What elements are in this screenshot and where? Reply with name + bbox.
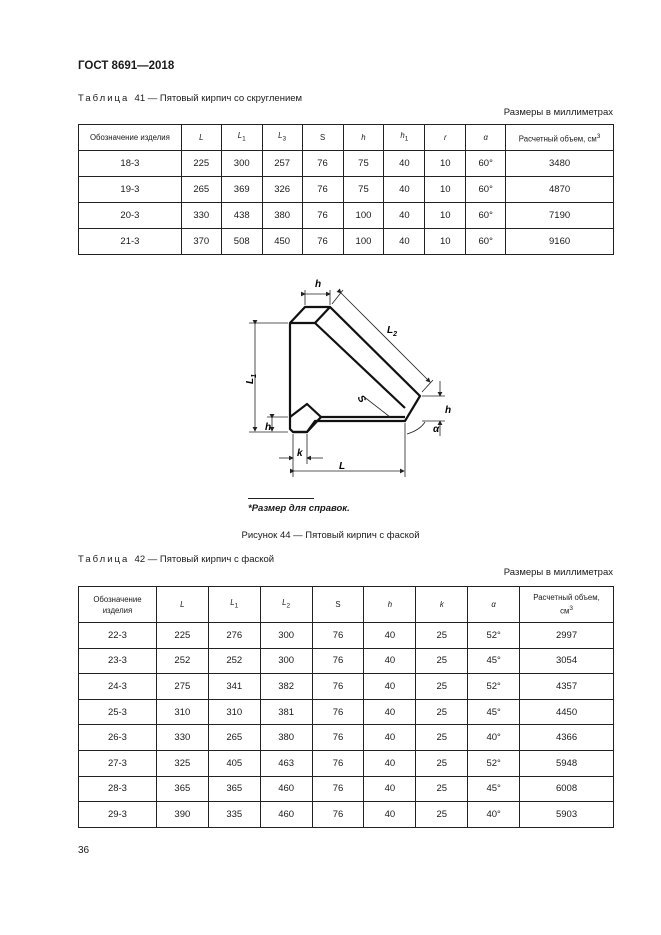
table-cell: 4366: [520, 725, 614, 751]
table-cell: 40: [384, 177, 425, 203]
table-row: [79, 177, 614, 203]
table-cell: 381: [260, 699, 312, 725]
table-cell: 40: [384, 229, 425, 255]
table-cell: 10: [425, 203, 466, 229]
figure44-note: *Размер для справок.: [248, 503, 350, 514]
table42-caption: [78, 554, 274, 565]
col-h: h: [343, 125, 384, 151]
col-S: S: [302, 125, 343, 151]
table-cell: 300: [221, 151, 262, 177]
table-cell: 382: [260, 674, 312, 700]
table-cell: 23-3: [79, 648, 157, 674]
table-cell: 310: [208, 699, 260, 725]
table-cell: 25: [416, 750, 468, 776]
table-cell: 20-3: [79, 203, 182, 229]
table-cell: 76: [312, 776, 364, 802]
col-L3: $L_3$: [262, 125, 302, 151]
table-cell: 40°: [468, 725, 520, 751]
col-L2: $L_2$: [260, 587, 312, 623]
table-cell: 75: [343, 151, 384, 177]
table-cell: 4870: [506, 177, 614, 203]
table41-label: Таблица: [78, 93, 130, 104]
table-cell: 365: [208, 776, 260, 802]
table-cell: 26-3: [79, 725, 157, 751]
table-cell: 300: [260, 623, 312, 649]
table-cell: 76: [312, 623, 364, 649]
table-cell: 76: [312, 699, 364, 725]
table-cell: 100: [343, 229, 384, 255]
dimension-lines: [249, 290, 445, 477]
table42-label: Таблица: [78, 554, 130, 565]
table41-units: Размеры в миллиметрах: [503, 107, 613, 118]
table-row: [79, 623, 614, 649]
table-cell: 225: [156, 623, 208, 649]
table-row: [79, 776, 614, 802]
table-cell: 19-3: [79, 177, 182, 203]
col-designation: Обозначение изделия: [79, 587, 157, 623]
document-header: ГОСТ 8691—2018: [78, 60, 175, 72]
col-volume: Расчетный объем, $см^3$: [520, 587, 614, 623]
table-cell: 75: [343, 177, 384, 203]
table-cell: 508: [221, 229, 262, 255]
table-cell: 27-3: [79, 750, 157, 776]
table42-units: Размеры в миллиметрах: [503, 567, 613, 578]
table-cell: 4450: [520, 699, 614, 725]
table-cell: 40°: [468, 802, 520, 828]
table-cell: 380: [260, 725, 312, 751]
table-cell: 40: [384, 151, 425, 177]
table-cell: 5948: [520, 750, 614, 776]
table-cell: 40: [364, 776, 416, 802]
table-cell: 25: [416, 699, 468, 725]
table-cell: 3054: [520, 648, 614, 674]
dim-h-right: h: [445, 405, 452, 416]
brick-outline: [290, 307, 420, 432]
table-cell: 29-3: [79, 802, 157, 828]
table-cell: 326: [262, 177, 302, 203]
table41-header-row: [79, 125, 614, 151]
table-cell: 463: [260, 750, 312, 776]
table-cell: 76: [312, 725, 364, 751]
table-cell: 40: [364, 699, 416, 725]
table-cell: 5903: [520, 802, 614, 828]
col-L1: $L_1$: [221, 125, 262, 151]
table-row: [79, 725, 614, 751]
table-cell: 28-3: [79, 776, 157, 802]
table-cell: 275: [156, 674, 208, 700]
dim-L1: $L_1$: [245, 373, 258, 384]
table-cell: 40: [364, 725, 416, 751]
table-cell: 6008: [520, 776, 614, 802]
dim-S: S: [354, 393, 368, 405]
table-cell: 330: [181, 203, 221, 229]
table-cell: 460: [260, 776, 312, 802]
table-cell: 330: [156, 725, 208, 751]
table-cell: 265: [208, 725, 260, 751]
note-rule: [248, 498, 314, 499]
table-cell: 60°: [466, 151, 506, 177]
table-cell: 225: [181, 151, 221, 177]
table-cell: 25: [416, 674, 468, 700]
table-cell: 76: [312, 750, 364, 776]
table-cell: 76: [302, 177, 343, 203]
table-cell: 257: [262, 151, 302, 177]
table-row: [79, 750, 614, 776]
table-cell: 450: [262, 229, 302, 255]
table-cell: 76: [312, 674, 364, 700]
table-cell: 60°: [466, 229, 506, 255]
table-cell: 45°: [468, 699, 520, 725]
table-cell: 300: [260, 648, 312, 674]
table-cell: 25: [416, 802, 468, 828]
table-cell: 76: [302, 203, 343, 229]
table-cell: 380: [262, 203, 302, 229]
table-cell: 25-3: [79, 699, 157, 725]
table-cell: 460: [260, 802, 312, 828]
table-cell: 22-3: [79, 623, 157, 649]
col-L: L: [156, 587, 208, 623]
table-cell: 405: [208, 750, 260, 776]
table-cell: 325: [156, 750, 208, 776]
col-L: L: [181, 125, 221, 151]
table-row: [79, 203, 614, 229]
col-alpha: α: [466, 125, 506, 151]
table-cell: 9160: [506, 229, 614, 255]
table41: [78, 124, 614, 255]
table41-number: 41: [134, 93, 146, 104]
table-cell: 76: [302, 229, 343, 255]
table-row: [79, 648, 614, 674]
table-cell: 4357: [520, 674, 614, 700]
table-cell: 252: [208, 648, 260, 674]
table-cell: 52°: [468, 674, 520, 700]
table42: [78, 586, 614, 828]
table-cell: 25: [416, 725, 468, 751]
table-cell: 45°: [468, 776, 520, 802]
table-cell: 52°: [468, 750, 520, 776]
dim-h-top: h: [315, 279, 322, 290]
table-cell: 252: [156, 648, 208, 674]
table-cell: 369: [221, 177, 262, 203]
table-cell: 40: [364, 623, 416, 649]
table-cell: 76: [312, 648, 364, 674]
dim-h-side: h: [265, 422, 272, 433]
table-cell: 3480: [506, 151, 614, 177]
col-h1: $h_1$: [384, 125, 425, 151]
table-cell: 76: [302, 151, 343, 177]
table-cell: 40: [364, 648, 416, 674]
col-alpha: α: [468, 587, 520, 623]
table-cell: 341: [208, 674, 260, 700]
table-cell: 25: [416, 776, 468, 802]
table-cell: 10: [425, 151, 466, 177]
table-cell: 100: [343, 203, 384, 229]
table-row: [79, 151, 614, 177]
figure44-drawing: [235, 272, 465, 482]
col-designation: Обозначение изделия: [79, 125, 182, 151]
table-cell: 10: [425, 177, 466, 203]
col-volume: Расчетный объем, $см^3$: [506, 125, 614, 151]
figure44-caption: Рисунок 44 — Пятовый кирпич с фаской: [241, 530, 420, 541]
table-cell: 310: [156, 699, 208, 725]
table-cell: 335: [208, 802, 260, 828]
col-S: S: [312, 587, 364, 623]
table-cell: 25: [416, 648, 468, 674]
table-row: [79, 699, 614, 725]
table-cell: 60°: [466, 203, 506, 229]
table-cell: 60°: [466, 177, 506, 203]
table-cell: 76: [312, 802, 364, 828]
table-cell: 40: [364, 674, 416, 700]
table-cell: 45°: [468, 648, 520, 674]
table-cell: 40: [364, 802, 416, 828]
dim-L: L: [339, 461, 346, 472]
table-row: [79, 229, 614, 255]
dim-alpha: α: [433, 424, 440, 435]
table42-header-row: [79, 587, 614, 623]
dim-k: k: [297, 448, 303, 459]
col-L1: $L_1$: [208, 587, 260, 623]
dim-L2: $L_2$: [387, 325, 398, 338]
table-cell: 21-3: [79, 229, 182, 255]
table-cell: 438: [221, 203, 262, 229]
table-cell: 365: [156, 776, 208, 802]
table-cell: 40: [384, 203, 425, 229]
col-h: h: [364, 587, 416, 623]
table-cell: 10: [425, 229, 466, 255]
table-cell: 40: [364, 750, 416, 776]
table-cell: 265: [181, 177, 221, 203]
table-cell: 370: [181, 229, 221, 255]
table-cell: 276: [208, 623, 260, 649]
table-cell: 25: [416, 623, 468, 649]
table42-title: — Пятовый кирпич с фаской: [147, 554, 275, 565]
col-k: k: [416, 587, 468, 623]
table-cell: 390: [156, 802, 208, 828]
table-cell: 52°: [468, 623, 520, 649]
table-row: [79, 802, 614, 828]
col-r: r: [425, 125, 466, 151]
table-row: [79, 674, 614, 700]
table-cell: 24-3: [79, 674, 157, 700]
page-number: 36: [78, 845, 90, 856]
table-cell: 18-3: [79, 151, 182, 177]
table-cell: 7190: [506, 203, 614, 229]
table41-title: — Пятовый кирпич со скруглением: [147, 93, 303, 104]
table-cell: 2997: [520, 623, 614, 649]
table41-caption: [78, 93, 302, 104]
table42-number: 42: [134, 554, 146, 565]
